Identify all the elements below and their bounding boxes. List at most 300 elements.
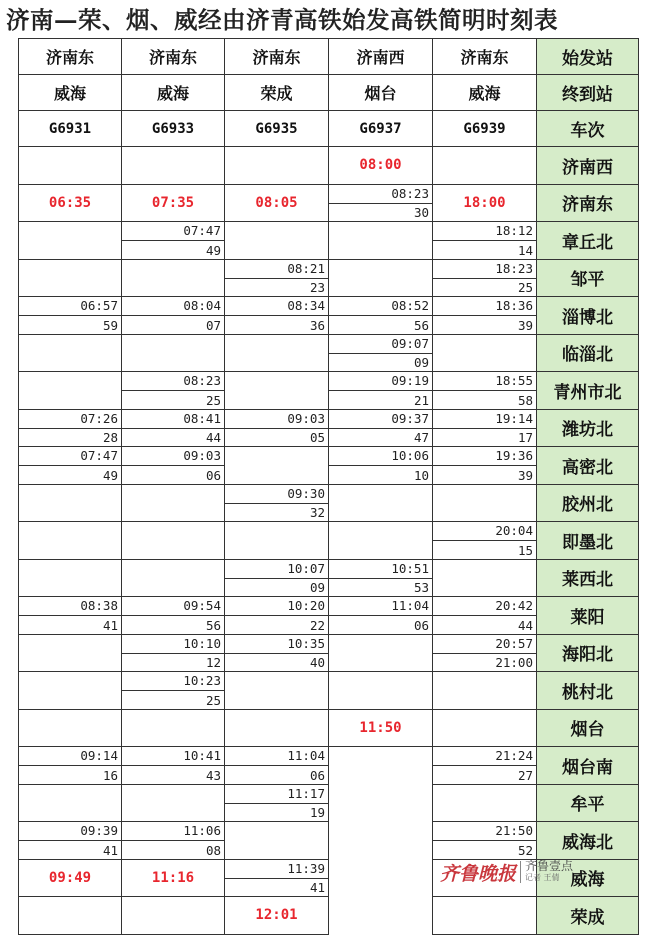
arrival-time: 21:50 [495,823,533,838]
cell-divider [225,878,328,879]
terminus-row-cell: 威海 [433,75,537,111]
terminal-time: 12:01 [255,907,298,924]
departure-time: 28 [102,430,118,445]
time-cell [122,259,225,297]
station-row [19,784,639,822]
time-cell [329,784,433,822]
arrival-time: 18:36 [495,298,533,313]
terminal-time: 07:35 [151,194,195,211]
time-cell [19,559,122,597]
departure-time: 19 [309,805,325,820]
train-number-row-cell: G6933 [122,111,225,147]
time-cell [19,784,122,822]
time-cell [19,409,122,447]
station-row [19,484,639,522]
station-row [19,372,639,410]
station-row [19,297,639,335]
station-name: 临淄北 [537,334,639,372]
arrival-time: 08:23 [183,373,221,388]
arrival-time: 11:04 [391,598,429,613]
cell-divider [122,465,224,466]
time-cell [225,447,329,485]
cell-divider [19,840,121,841]
time-cell [19,634,122,672]
station-name: 济南西 [537,147,639,185]
time-cell [329,709,433,747]
time-cell [329,859,433,897]
cell-divider [433,765,536,766]
time-cell [225,897,329,935]
station-row [19,409,639,447]
departure-time: 32 [309,505,325,520]
watermark-signature: 齐鲁晚报 [440,862,517,885]
arrival-time: 09:30 [287,485,325,501]
cell-divider [122,615,224,616]
departure-time: 44 [205,430,221,445]
departure-time: 23 [309,280,325,295]
arrival-time: 08:52 [391,298,429,313]
station-name: 桃村北 [537,672,639,710]
time-cell [19,297,122,335]
time-cell [433,859,537,897]
arrival-time: 10:41 [183,748,221,763]
cell-divider [329,615,432,616]
arrival-time: 09:39 [80,823,118,838]
station-name: 淄博北 [537,297,639,335]
departure-time: 49 [102,467,118,483]
departure-time: 07 [205,317,221,333]
train-number-row-cell: G6939 [433,111,537,147]
time-cell [122,709,225,747]
time-cell [433,409,537,447]
station-row [19,334,639,372]
time-cell [225,672,329,710]
station-name: 牟平 [537,784,639,822]
time-cell [225,297,329,335]
station-row [19,597,639,635]
cell-divider [225,503,328,504]
time-cell [19,709,122,747]
station-name: 荣成 [537,897,639,935]
time-cell [433,334,537,372]
departure-time: 09 [413,355,429,370]
departure-time: 06 [413,617,429,633]
station-row [19,447,639,485]
departure-time: 14 [517,242,533,258]
departure-time: 36 [309,317,325,333]
time-cell [433,147,537,185]
time-cell [225,259,329,297]
arrival-time: 10:07 [287,560,325,576]
time-cell [329,597,433,635]
time-cell [433,259,537,297]
time-cell [433,897,537,935]
time-cell [122,184,225,222]
time-cell [19,147,122,185]
arrival-time: 19:14 [495,410,533,426]
time-cell [19,184,122,222]
departure-time: 10 [413,467,429,483]
origin-row-label: 始发站 [537,39,639,75]
timetable [18,38,639,935]
station-name: 济南东 [537,184,639,222]
time-cell [225,822,329,860]
time-cell [433,634,537,672]
time-cell [433,372,537,410]
station-row [19,822,639,860]
time-cell [225,709,329,747]
cell-divider [122,240,224,241]
departure-time: 47 [413,430,429,445]
cell-divider [225,278,328,279]
time-cell [122,334,225,372]
cell-divider [329,428,432,429]
time-cell [433,747,537,785]
time-cell [329,672,433,710]
arrival-time: 10:10 [183,635,221,651]
departure-time: 58 [517,392,533,408]
departure-time: 17 [517,430,533,445]
time-cell [19,259,122,297]
station-row [19,709,639,747]
arrival-time: 09:54 [183,598,221,613]
departure-time: 41 [102,842,118,858]
departure-time: 39 [517,317,533,333]
station-row [19,259,639,297]
time-cell [225,334,329,372]
cell-divider [433,653,536,654]
time-cell [122,372,225,410]
origin-row-cell: 济南东 [122,39,225,75]
arrival-time: 18:55 [495,373,533,388]
time-cell [19,859,122,897]
time-cell [122,559,225,597]
departure-time: 56 [413,317,429,333]
departure-time: 25 [517,280,533,295]
time-cell [225,222,329,260]
cell-divider [19,615,121,616]
time-cell [329,559,433,597]
time-cell [19,897,122,935]
station-row [19,747,639,785]
terminus-row-label: 终到站 [537,75,639,111]
arrival-time: 10:23 [183,673,221,688]
origin-row [19,39,639,75]
time-cell [122,672,225,710]
cell-divider [225,803,328,804]
station-name: 莱西北 [537,559,639,597]
cell-divider [225,315,328,316]
station-name: 威海 [537,859,639,897]
time-cell [329,484,433,522]
terminus-row-cell: 威海 [19,75,122,111]
time-cell [122,409,225,447]
cell-divider [225,653,328,654]
time-cell [433,522,537,560]
departure-time: 21 [413,392,429,408]
arrival-time: 19:36 [495,448,533,463]
train-number-row-cell: G6935 [225,111,329,147]
cell-divider [329,203,432,204]
arrival-time: 21:24 [495,748,533,763]
time-cell [19,822,122,860]
departure-time: 16 [102,767,118,783]
arrival-time: 09:37 [391,410,429,426]
time-cell [225,634,329,672]
departure-time: 59 [102,317,118,333]
time-cell [122,822,225,860]
time-cell [19,334,122,372]
station-name: 潍坊北 [537,409,639,447]
time-cell [122,597,225,635]
time-cell [433,822,537,860]
terminus-row-cell: 威海 [122,75,225,111]
watermark-credit: 记者 王倩 [525,873,560,882]
time-cell [225,597,329,635]
station-name: 邹平 [537,259,639,297]
station-name: 海阳北 [537,634,639,672]
cell-divider [433,315,536,316]
cell-divider [122,765,224,766]
time-cell [225,747,329,785]
time-cell [433,484,537,522]
departure-time: 30 [413,205,429,220]
arrival-time: 11:17 [287,785,325,801]
cell-divider [433,428,536,429]
station-name: 威海北 [537,822,639,860]
departure-time: 15 [517,542,533,558]
departure-time: 49 [205,242,221,258]
cell-divider [19,765,121,766]
departure-time: 22 [309,617,325,633]
time-cell [329,222,433,260]
station-row [19,522,639,560]
time-cell [19,484,122,522]
terminal-time: 11:50 [359,719,402,736]
arrival-time: 09:07 [391,335,429,351]
time-cell [225,784,329,822]
time-cell [329,334,433,372]
cell-divider [433,240,536,241]
departure-time: 43 [205,767,221,783]
arrival-time: 10:51 [391,560,429,576]
time-cell [122,634,225,672]
terminal-time: 18:00 [463,194,506,211]
arrival-time: 09:19 [391,373,429,388]
cell-divider [122,653,224,654]
watermark-brand-name: 齐鲁壹点 [525,859,574,873]
arrival-time: 20:42 [495,598,533,613]
time-cell [433,709,537,747]
arrival-time: 09:14 [80,748,118,763]
station-name: 莱阳 [537,597,639,635]
arrival-time: 09:03 [183,448,221,463]
cell-divider [329,578,432,579]
cell-divider [329,465,432,466]
train-number-row-label: 车次 [537,111,639,147]
arrival-time: 11:04 [287,748,325,763]
time-cell [329,447,433,485]
time-cell [19,597,122,635]
origin-row-cell: 济南东 [225,39,329,75]
time-cell [433,184,537,222]
origin-row-cell: 济南东 [433,39,537,75]
departure-time: 39 [517,467,533,483]
station-row [19,634,639,672]
time-cell [122,522,225,560]
time-cell [19,747,122,785]
departure-time: 21:00 [495,655,533,670]
terminal-time: 09:49 [48,869,92,886]
time-cell [329,522,433,560]
arrival-time: 08:41 [183,410,221,426]
cell-divider [433,278,536,279]
time-cell [122,222,225,260]
time-cell [122,747,225,785]
station-name: 烟台南 [537,747,639,785]
time-cell [433,784,537,822]
departure-time: 27 [517,767,533,783]
cell-divider [19,428,121,429]
time-cell [329,297,433,335]
departure-time: 06 [205,467,221,483]
station-row [19,672,639,710]
time-cell [433,222,537,260]
cell-divider [225,765,328,766]
cell-divider [329,390,432,391]
page-title: 济南—荣、烟、威经由济青高铁始发高铁简明时刻表 [6,6,558,34]
cell-divider [225,428,328,429]
station-name: 即墨北 [537,522,639,560]
time-cell [433,672,537,710]
time-cell [329,897,433,935]
departure-time: 53 [413,580,429,595]
time-cell [122,297,225,335]
station-row [19,184,639,222]
time-cell [329,822,433,860]
time-cell [225,484,329,522]
departure-time: 52 [517,842,533,858]
terminus-row-cell: 烟台 [329,75,433,111]
time-cell [122,447,225,485]
origin-row-cell: 济南东 [19,39,122,75]
time-cell [122,897,225,935]
cell-divider [433,615,536,616]
arrival-time: 18:12 [495,223,533,238]
time-cell [433,447,537,485]
cell-divider [122,428,224,429]
arrival-time: 09:03 [287,410,325,426]
departure-time: 41 [102,617,118,633]
arrival-time: 10:20 [287,598,325,613]
time-cell [19,372,122,410]
time-cell [225,184,329,222]
station-name: 胶州北 [537,484,639,522]
terminal-time: 11:16 [151,869,195,886]
arrival-time: 18:23 [495,260,533,276]
time-cell [122,859,225,897]
time-cell [225,147,329,185]
time-cell [225,859,329,897]
cell-divider [225,578,328,579]
cell-divider [433,840,536,841]
cell-divider [122,690,224,691]
origin-row-cell: 济南西 [329,39,433,75]
arrival-time: 11:39 [287,860,325,876]
terminus-row-cell: 荣成 [225,75,329,111]
cell-divider [225,615,328,616]
departure-time: 09 [309,580,325,595]
time-cell [329,747,433,785]
station-row [19,897,639,935]
arrival-time: 07:47 [183,223,221,238]
departure-time: 25 [205,692,221,708]
departure-time: 25 [205,392,221,408]
station-row [19,559,639,597]
arrival-time: 08:04 [183,298,221,313]
station-row [19,222,639,260]
station-name: 烟台 [537,709,639,747]
arrival-time: 07:26 [80,410,118,426]
time-cell [19,672,122,710]
time-cell [329,372,433,410]
terminal-time: 08:05 [255,194,298,211]
time-cell [433,559,537,597]
cell-divider [329,353,432,354]
time-cell [19,222,122,260]
time-cell [329,184,433,222]
departure-time: 40 [309,655,325,670]
arrival-time: 08:38 [80,598,118,613]
arrival-time: 07:47 [80,448,118,463]
departure-time: 56 [205,617,221,633]
cell-divider [19,315,121,316]
arrival-time: 10:06 [391,448,429,463]
arrival-time: 11:06 [183,823,221,838]
departure-time: 06 [309,767,325,783]
train-number-row-cell: G6931 [19,111,122,147]
station-name: 青州市北 [537,372,639,410]
departure-time: 44 [517,617,533,633]
time-cell [225,559,329,597]
train-number-row [19,111,639,147]
time-cell [122,147,225,185]
cell-divider [19,465,121,466]
terminus-row [19,75,639,111]
time-cell [433,297,537,335]
time-cell [329,634,433,672]
terminal-time: 06:35 [48,194,92,211]
time-cell [433,597,537,635]
time-cell [225,522,329,560]
arrival-time: 20:04 [495,523,533,538]
departure-time: 41 [309,880,325,895]
arrival-time: 06:57 [80,298,118,313]
time-cell [19,447,122,485]
time-cell [122,484,225,522]
arrival-time: 10:35 [287,635,325,651]
cell-divider [433,540,536,541]
cell-divider [122,390,224,391]
cell-divider [433,390,536,391]
time-cell [329,409,433,447]
time-cell [225,409,329,447]
time-cell [122,784,225,822]
arrival-time: 08:23 [391,185,429,201]
arrival-time: 20:57 [495,635,533,651]
cell-divider [329,315,432,316]
station-row [19,147,639,185]
